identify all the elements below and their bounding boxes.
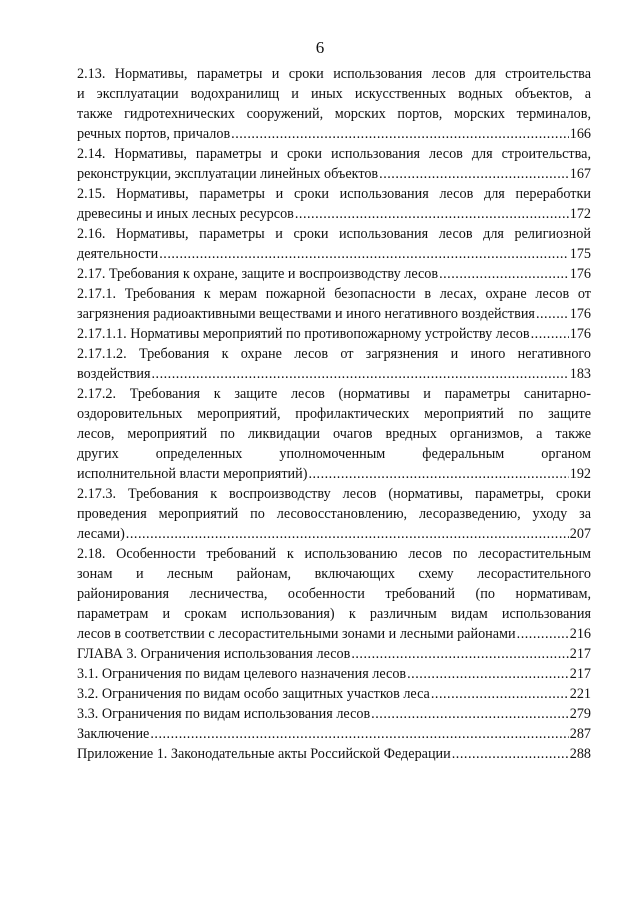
toc-entry-last-line <box>77 464 591 484</box>
table-of-contents <box>77 64 591 764</box>
toc-page-number: 221 <box>569 686 591 702</box>
toc-entry-title: речных портов, причалов <box>77 126 231 142</box>
toc-page-number: 216 <box>569 626 591 642</box>
toc-entry[interactable] <box>77 64 591 144</box>
toc-entry-title: воздействия <box>77 366 151 382</box>
toc-entry-last-line <box>77 644 591 664</box>
toc-entry[interactable] <box>77 224 591 264</box>
toc-entry[interactable] <box>77 384 591 484</box>
toc-entry-line: зонам и лесным районам, включающих схему лесорастительного <box>77 566 591 582</box>
dot-leader <box>379 164 569 184</box>
toc-entry-title: 2.17. Требования к охране, защите и воспроизводству лесов <box>77 266 439 282</box>
toc-entry-line: 2.14. Нормативы, параметры и сроки использования лесов для строительства, <box>77 146 591 162</box>
toc-entry[interactable] <box>77 484 591 544</box>
toc-page-number: 166 <box>569 126 591 142</box>
toc-entry-last-line <box>77 704 591 724</box>
toc-page-number: 176 <box>569 326 591 342</box>
toc-entry-line: проведения мероприятий по лесовосстановлению, лесоразведению, уходу за <box>77 506 591 522</box>
dot-leader <box>150 724 568 744</box>
toc-entry[interactable] <box>77 684 591 704</box>
dot-leader <box>308 464 568 484</box>
dot-leader <box>431 684 569 704</box>
toc-page-number: 192 <box>569 466 591 482</box>
toc-entry-title: деятельности <box>77 246 159 262</box>
toc-entry-last-line <box>77 124 591 144</box>
toc-entry-last-line <box>77 364 591 384</box>
toc-entry-line: также гидротехнических сооружений, морских портов, морских терминалов, <box>77 106 591 122</box>
toc-page-number: 217 <box>569 666 591 682</box>
toc-entry-last-line <box>77 164 591 184</box>
dot-leader <box>151 364 568 384</box>
toc-page-number: 287 <box>569 726 591 742</box>
toc-entry-title: загрязнения радиоактивными веществами и иного негативного воздействия <box>77 306 535 322</box>
toc-page-number: 176 <box>569 266 591 282</box>
toc-entry-title: лесами) <box>77 526 125 542</box>
toc-entry[interactable] <box>77 184 591 224</box>
toc-entry-line: 2.17.1.2. Требования к охране лесов от загрязнения и иного негативного <box>77 346 591 362</box>
toc-entry-title: Приложение 1. Законодательные акты Российской Федерации <box>77 746 451 762</box>
toc-entry-title: реконструкции, эксплуатации линейных объектов <box>77 166 379 182</box>
dot-leader <box>371 704 569 724</box>
dot-leader <box>536 304 569 324</box>
toc-entry-last-line <box>77 684 591 704</box>
toc-entry[interactable] <box>77 664 591 684</box>
dot-leader <box>452 744 569 764</box>
toc-entry-line: и эксплуатации водохранилищ и иных искусственных водных объектов, а <box>77 86 591 102</box>
toc-entry-last-line <box>77 304 591 324</box>
dot-leader <box>159 244 569 264</box>
toc-entry-title: ГЛАВА 3. Ограничения использования лесов <box>77 646 351 662</box>
toc-entry-last-line <box>77 724 591 744</box>
toc-entry-line: 2.17.1. Требования к мерам пожарной безопасности в лесах, охране лесов от <box>77 286 591 302</box>
toc-entry-line: 2.18. Особенности требований к использованию лесов по лесорастительным <box>77 546 591 562</box>
toc-entry-line: районирования лесничества, особенности требований (по нормативам, <box>77 586 591 602</box>
toc-entry[interactable] <box>77 264 591 284</box>
toc-entry[interactable] <box>77 744 591 764</box>
toc-entry[interactable] <box>77 544 591 644</box>
toc-entry-last-line <box>77 744 591 764</box>
toc-entry-title: 2.17.1.1. Нормативы мероприятий по противопожарному устройству лесов <box>77 326 530 342</box>
toc-entry-line: 2.17.3. Требования к воспроизводству лесов (нормативы, параметры, сроки <box>77 486 591 502</box>
toc-entry-title: лесов в соответствии с лесорастительными зонами и лесными районами <box>77 626 516 642</box>
toc-entry-title: Заключение <box>77 726 150 742</box>
dot-leader <box>517 624 569 644</box>
toc-entry-last-line <box>77 524 591 544</box>
toc-entry-line: 2.13. Нормативы, параметры и сроки использования лесов для строительства <box>77 66 591 82</box>
toc-entry-line: 2.16. Нормативы, параметры и сроки использования лесов для религиозной <box>77 226 591 242</box>
toc-entry-last-line <box>77 624 591 644</box>
dot-leader <box>231 124 569 144</box>
toc-page-number: 172 <box>569 206 591 222</box>
page-number: 6 <box>315 38 325 57</box>
toc-entry-line: 2.17.2. Требования к защите лесов (нормативы и параметры санитарно- <box>77 386 591 402</box>
toc-entry[interactable] <box>77 724 591 744</box>
toc-page-number: 279 <box>569 706 591 722</box>
toc-entry[interactable] <box>77 644 591 664</box>
toc-entry-line: оздоровительных мероприятий, профилактических мероприятий по защите <box>77 406 591 422</box>
toc-entry-line: параметрам и срокам использования) к различным видам использования <box>77 606 591 622</box>
toc-entry-last-line <box>77 324 591 344</box>
toc-entry[interactable] <box>77 324 591 344</box>
toc-entry-line: других определенных уполномоченным федеральным органом <box>77 446 591 462</box>
toc-entry-title: 3.1. Ограничения по видам целевого назначения лесов <box>77 666 407 682</box>
toc-page-number: 167 <box>569 166 591 182</box>
toc-entry[interactable] <box>77 704 591 724</box>
toc-page-number: 217 <box>569 646 591 662</box>
toc-entry-last-line <box>77 264 591 284</box>
toc-entry[interactable] <box>77 144 591 184</box>
toc-page-number: 207 <box>569 526 591 542</box>
toc-entry[interactable] <box>77 284 591 324</box>
toc-page-number: 176 <box>569 306 591 322</box>
toc-entry-last-line <box>77 204 591 224</box>
dot-leader <box>407 664 569 684</box>
toc-entry-line: 2.15. Нормативы, параметры и сроки использования лесов для переработки <box>77 186 591 202</box>
dot-leader <box>351 644 568 664</box>
toc-entry-last-line <box>77 244 591 264</box>
toc-entry-title: древесины и иных лесных ресурсов <box>77 206 294 222</box>
toc-entry-title: 3.3. Ограничения по видам использования лесов <box>77 706 371 722</box>
toc-page-number: 175 <box>569 246 591 262</box>
dot-leader <box>531 324 569 344</box>
toc-entry-title: исполнительной власти мероприятий) <box>77 466 308 482</box>
toc-page-number: 288 <box>569 746 591 762</box>
toc-page-number: 183 <box>569 366 591 382</box>
toc-entry-line: лесов, мероприятий по ликвидации очагов вредных организмов, а также <box>77 426 591 442</box>
dot-leader <box>439 264 569 284</box>
toc-entry-title: 3.2. Ограничения по видам особо защитных участков леса <box>77 686 430 702</box>
toc-entry-last-line <box>77 664 591 684</box>
dot-leader <box>295 204 569 224</box>
dot-leader <box>126 524 569 544</box>
toc-entry[interactable] <box>77 344 591 384</box>
